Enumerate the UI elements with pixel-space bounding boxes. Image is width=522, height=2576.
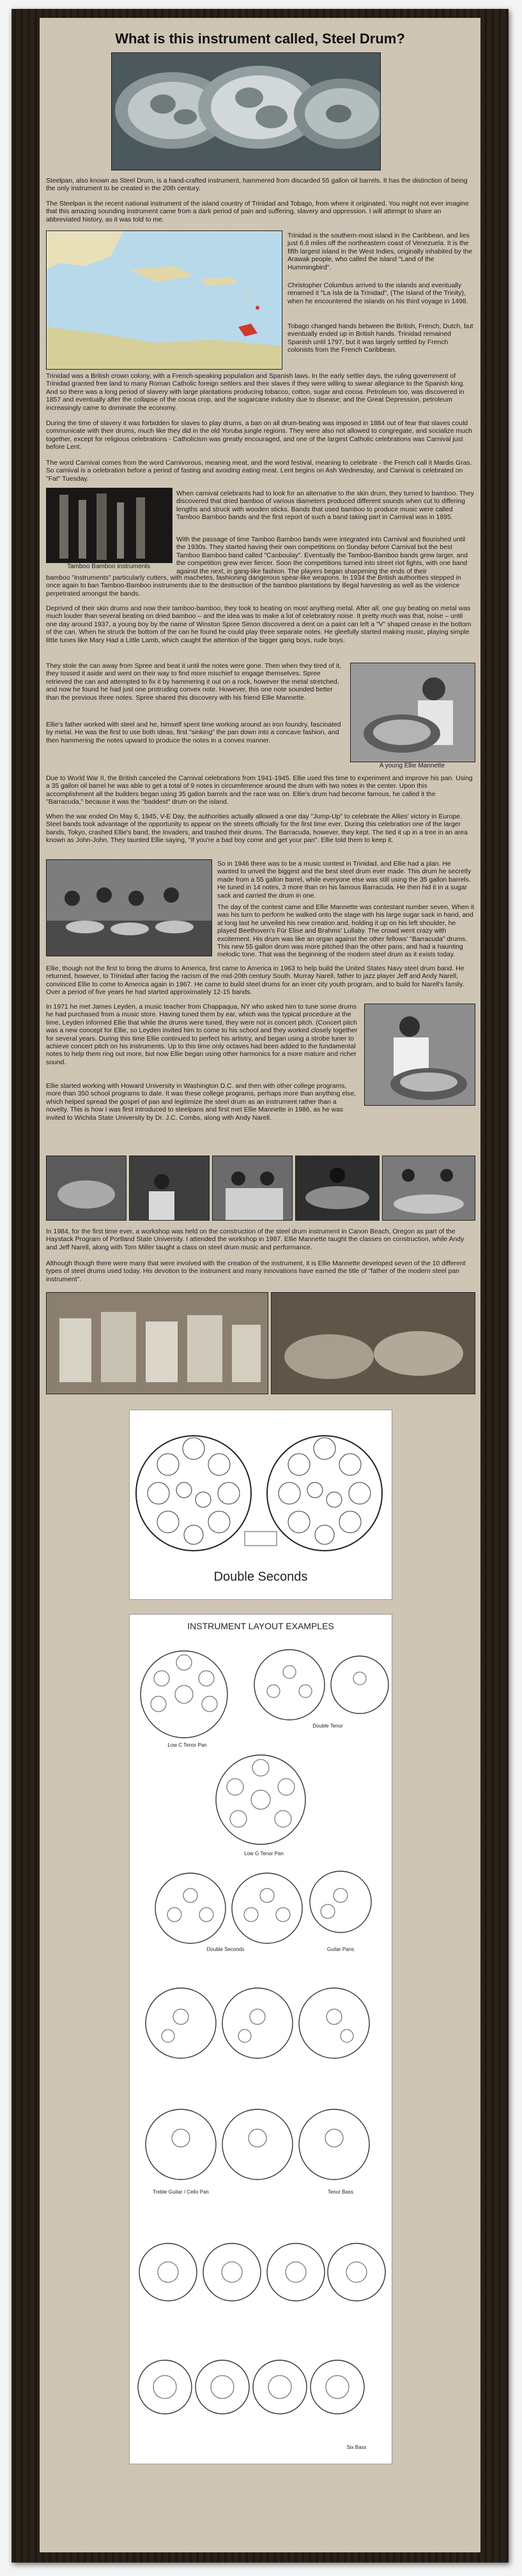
paragraph-ve-day: When the war ended On May 6, 1945, V-E Day, the authorities actually allowed a one day "Jump-Up" to celebrate the Allies' victory in Europe. Steel bands took advantage of the opportunity to appear on the streets officially for the first time ever. During this celebration one of the larger bands, Tokyo, crashed Ellie's band, the Invaders, and trashed their drums. The Barracuda, however, they kept. The tied it up in a tree in an area known as John-John. They taunted Ellie saying, "If you're a bad boy come and get your pan". Ellie told them to keep it. bbox=[46, 813, 468, 845]
paragraph-bamboo-ban: bamboo "instruments" particularly cutters, with machetes, fashioning dangerous spear-like weapons. In 1934 the British authorities stepped in once again to ban Tamboo-Bamboo instruments due to the destruction of the bamboo plantations by illegal harvesting as well as the violence perpetrated amongst the bands. bbox=[46, 575, 461, 598]
young-ellie-caption: A young Ellie Mannette bbox=[379, 762, 445, 769]
paragraph-crown-colony: Trinidad was a British crown colony, with a French-speaking population and Spanish laws. In the early settler days, the ruling government of Trinidad granted free land to many Roman Catholic foreign settlers and their slaves if they were willing to swear allegiance to the Spanish king. And so there was a long period of slavery with large plantations producing tobacco, cotton, sugar and cocoa. Petroleum too, was discovered in 1857 and eventually after the collapse of the cocoa crop, and the sugarcane industry due to disease; and the Great Depression, petroleum increasingly came to dominate the economy. bbox=[46, 373, 465, 412]
paragraph-father-of-steelpan: Although though there were many that were involved with the creation of the instrument, it is Ellie Mannette developed seven of the 10 different types of steel drums used today. His devotion to the instrument and many innovations have earned the title of "father of the modern steel pan instrument". bbox=[46, 1260, 466, 1283]
photo-strip-2 bbox=[129, 1156, 210, 1221]
workshop-photo-2 bbox=[271, 1292, 475, 1394]
paragraph-world-war: Due to World War II, the British canceled the Carnival celebrations from 1941-1945. Ellie used this time to experiment and improve his pan. Using a 35 gallon oil barrel he was able to get a total of 9 notes in circumference around the drum with two notes in the center. Upon this accomplishment all the builders began using 35 gallon barrels and the race was on. Ellie's drum had become famous, he called it the "Barracuda," because it was the "baddest" drum on the island. bbox=[46, 775, 473, 806]
paragraph-national-instrument: The Steelpan is the recent national instrument of the island country of Trinidad and Tobago, from where it originated. You might not ever imagine that this amazing sounding instrument came from a dark period of pain and suffering, slavery and oppression. I will attempt to share an abbreviated history, as it was told to me. bbox=[46, 200, 469, 223]
paragraph-stolen-can: They stole the can away from Spree and beat it until the notes were gone. Then when they tired of it, they tossed it aside and went on their way to find more mischief to engage themselves. Spree retrieved the can and attempted to fix it by hammering it out on a rock, however the metal stretched, and now he found he had just one protruding convex note. However, this one note sounded better than the previous three notes. Spree shared this discovery with his friend Ellie Mannette. bbox=[46, 663, 341, 702]
paragraph-steelpan-intro: Steelpan, also known as Steel Drum, is a hand-crafted instrument, hammered from discarded 55 gallon oil barrels. It has the distinction of being the only instrument to be created in the 20th century. bbox=[46, 177, 468, 193]
paragraph-howard-university: Ellie started working with Howard University in Washington D.C. and then with other college programs, more than 350 school programs to date. It was these college programs, perhaps more than anything else, which helped spread the gospel of pan and legitimize the steel drum as an instrument rather than a novelty. This is how I was first introduced to steelpans and first met Ellie Mannette in 1986, as he was invited to Wichita State University by Dr. J.C. Combs, along with Andy Narell. bbox=[46, 1083, 357, 1122]
layout-label-six-bass: Six Bass bbox=[346, 2444, 367, 2450]
instrument-layout-examples bbox=[129, 1614, 392, 2464]
ellie-tuning-photo bbox=[364, 1004, 475, 1106]
double-seconds-diagram bbox=[129, 1410, 392, 1600]
paragraph-trinidad-geography: Trinidad is the southern-most island in the Caribbean, and lies just 6.8 miles off the northeastern coast of Venezuela. It is the fifth largest island in the West Indies, originally inhabited by the Arawak people, who called the island "Land of the Hummingbird". bbox=[288, 232, 473, 271]
double-seconds-title: Double Seconds bbox=[213, 1570, 308, 1584]
paragraph-tobago: Tobago changed hands between the British, French, Dutch, but eventually ended up in British hands. Trinidad remained Spanish until 1797, but it was largely settled by French colonists from the French Caribbean. bbox=[288, 323, 473, 354]
paragraph-carnival: The word Carnival comes from the word Carnivorous, meaning meat, and the word festival, meaning to celebrate - the French call it Mardis Gras. So carnival is a celebration before a period of fasting and avoiding eating meat. Lent begins on Ash Wednesday, and Carnival is celebrated on "Fat" Tuesday. bbox=[46, 460, 472, 483]
paragraph-bamboo-bands: With the passage of time Tamboo Bamboo bands were integrated into Carnival and flourished until the 1930s. They started having their own competitions on Sunday before Carnival but the best Tamboo Bamboo band called "Canboulay". Eventually the Tamboo-Bamboo bands grew larger, and the competition grew ever fiercer. Soon the competitions turned into street riot fights, with one band against the next, in gang-like fashion. The players began sharpening the ends of their bbox=[176, 536, 468, 575]
steel-drums-photo bbox=[111, 52, 381, 170]
layout-label-low-c-tenor: Low C Tenor Pan bbox=[167, 1742, 207, 1748]
paragraph-columbus: Christopher Columbus arrived to the islands and eventually renamed it "La Isla de la Trinidad", (The Island of the Trinity), when he encountered the islands on his third voyage in 1498. bbox=[288, 282, 468, 305]
bamboo-caption: Tamboo Bamboo instruments bbox=[66, 563, 151, 570]
workshop-photo-1 bbox=[46, 1292, 268, 1394]
layout-label-tenor-bass: Tenor Bass bbox=[327, 2189, 354, 2195]
layout-label-double-tenor: Double Tenor bbox=[312, 1723, 343, 1729]
paragraph-1984-workshop: In 1984, for the first time ever, a workshop was held on the construction of the steel drum instrument in Canon Beach, Oregon as part of the Haystack Program of Portland State University. I attended the workshop in 1987. Ellie Mannette taught the classes on construction, while Andy and Jeff Narell, along with Tom Miller taught a class on steel drum music and performance. bbox=[46, 1228, 464, 1251]
paragraph-drum-ban: During the time of slavery it was forbidden for slaves to play drums, a ban on all drum-beating was imposed in 1884 out of fear that slaves could communicate with their drums, much like they did in the old Yoruba jungle regions. They were also not allowed to congregate, and socialize much together, except for religious celebrations - Catholicism was greatly encouraged, and one of the largest Catholic celebrations was Carnival just before Lent. bbox=[46, 420, 472, 451]
layout-label-low-g-tenor: Low G Tenor Pan bbox=[244, 1851, 284, 1857]
photo-strip-3 bbox=[212, 1156, 293, 1221]
layout-label-treble-guitar: Treble Guitar / Cello Pan bbox=[153, 2189, 209, 2195]
paragraph-winston-spree: Deprived of their skin drums and now their tamboo-bamboo, they took to beating on most anything metal. After all, one guy beating on metal was much louder than several beating on dried bamboo – and the idea was to make a lot of celebratory noise. It pretty much was that, noise – until one day around 1937, a young boy by the name of Winston Spree Simon discovered a dent on a paint can left a "V" shaped crease in the bottom of the can. When he struck the bottom of the can he found he could play three separate notes. He gleefully started making music, playing simple little tunes like Mary Had a Little Lamb, which caught the attention of the bigger gang boys, rude boys. bbox=[46, 605, 472, 644]
paragraph-america: Ellie, though not the first to bring the drums to America, first came to America in 1963 to help build the United States Navy steel drum band. He returned, however, to Trinidad after facing the racism of the mid-20th century South. Murray Narell, father to jazz player Jeff and Andy Narell, convinced Ellie to come to America again in 1967. He came to build steel drums for an inner city youth program, and to build for Narell's family. Over a period of five years he had started approximately 12-15 bands. bbox=[46, 965, 464, 997]
photo-strip-5 bbox=[382, 1156, 475, 1221]
paragraph-bamboo-alternative: When carnival celebrants had to look for an alternative to the skin drum, they turned to bamboo. They discovered that dried bamboo of various diameters produced different sounds when cut to differing lengths and struck with wooden sticks. Bands that used bamboo to produce music were called Tamboo Bamboo bands and the first report of such a band taking part in Carnival was in 1895. bbox=[176, 490, 474, 522]
layouts-title: INSTRUMENT LAYOUT EXAMPLES bbox=[187, 1621, 334, 1631]
steel-band-photo bbox=[46, 859, 212, 956]
caribbean-map bbox=[46, 230, 282, 370]
photo-strip-4 bbox=[295, 1156, 380, 1221]
paragraph-ellie-foundry: Ellie's father worked with steel and he, himself spent time working around an iron foundry, fascinated by metal. He was the first to use both ideas, first "sinking" the pan down into a concave fashion, and then hammering the notes upward to produce the notes in a convex manner. bbox=[46, 721, 341, 744]
young-ellie-photo bbox=[350, 663, 475, 762]
tamboo-bamboo-photo bbox=[46, 488, 173, 563]
paragraph-james-leyden: In 1971 he met James Leyden, a music teacher from Chappaqua, NY who asked him to tune some drums he had purchased from a music store. Having tuned them by ear, which was the typical procedure at the time, Leyden informed Ellie that while the drums were tuned, they were not in concert pitch. (Concert pitch was a new concept for Ellie, so Leyden invited him to come to his school and they worked closely together for several years. During this time Ellie continued to perfect his artistry, and began using a strobe tuner to achieve concert pitch on his instruments. Up to this time only octaves had been added to the fundamental notes to help them ring out more, but now Ellie began using other harmonics for a more mature and richer sound. bbox=[46, 1004, 358, 1066]
layout-label-guitar-pans: Guitar Pans bbox=[326, 1947, 355, 1952]
layout-label-double-seconds: Double Seconds bbox=[206, 1947, 245, 1952]
page-title: What is this instrument called, Steel Drum? bbox=[115, 31, 405, 47]
paragraph-1946-contest: So in 1946 there was to be a music contest in Trinidad, and Ellie had a plan. He wanted to unveil the biggest and the best steel drum ever made. This drum he secretly made from a 55 gallon barrel, while everyone else was still using the 35 gallon barrels. He tuned in 14 notes, 3 more than on his famous Barracuda. He then hid it in a sugar sack and carried the drum in one. bbox=[217, 861, 472, 900]
paragraph-contest-day: The day of the contest came and Ellie Mannette was contestant number seven. When it was his turn to perform he walked onto the stage with his large sugar sack in hand, and at long last he unveiled his new creation and, holding it up on his left shoulder, he played Beethoven's Für Elise and Brahms' Lullaby. The crowd went crazy with excitement. His drum was like an organ against the other fellows' "Barracuda" drums. This new 55 gallon drum was more pitched than the other pans, and had a haunting melodic tone. That was the beginning of the modern steel drum as it exists today. bbox=[217, 904, 474, 959]
photo-strip-1 bbox=[46, 1156, 127, 1221]
wood-frame bbox=[12, 9, 509, 2563]
content-panel bbox=[40, 18, 480, 2552]
